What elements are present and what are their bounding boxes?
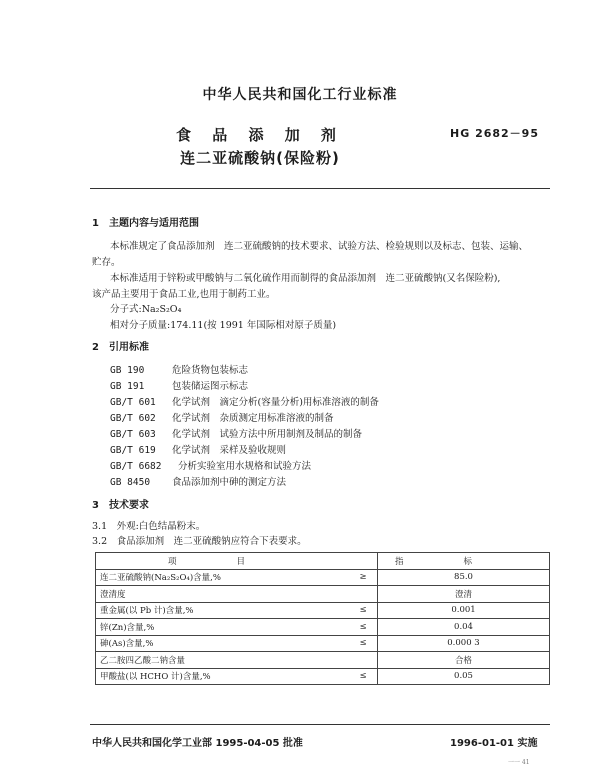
table-cell-item: 连二亚硫酸钠(Na₂S₂O₄)含量,% (96, 569, 350, 586)
reference-code: GB 8450 (110, 477, 151, 488)
formula-value: Na₂S₂O₄ (141, 304, 182, 315)
table-cell-item: 重金属(以 Pb 计)含量,% (96, 602, 350, 619)
reference-title: 包装储运图示标志 (172, 381, 249, 392)
table-row (96, 635, 550, 652)
reference-title: 化学试剂 试验方法中所用制剂及制品的制备 (172, 429, 363, 440)
reference-item (110, 378, 248, 392)
section1-para1-line2: 贮存。 (92, 257, 121, 268)
section1-heading: 1 主题内容与适用范围 (92, 218, 199, 229)
molecular-formula (110, 301, 181, 315)
reference-item (110, 394, 379, 408)
table-row (96, 619, 550, 636)
section3-heading: 3 技术要求 (92, 500, 149, 511)
table-row (96, 652, 550, 669)
table-cell-value: 合格 (378, 652, 550, 669)
section3-item2: 3.2 食品添加剂 连二亚硫酸钠应符合下表要求。 (92, 536, 307, 547)
reference-item (110, 442, 286, 456)
table-cell-symbol (349, 586, 378, 603)
table-cell-value: 0.001 (378, 602, 550, 619)
table-row (96, 602, 550, 619)
section3-item1: 3.1 外观:白色结晶粉末。 (92, 521, 206, 532)
section1-para2-line1: 本标准适用于锌粉或甲酸钠与二氧化硫作用而制得的食品添加剂 连二亚硫酸钠(又名保险粉), (110, 273, 501, 284)
document-title-line2: 连二亚硫酸钠(保险粉) (180, 149, 340, 167)
formula-label: 分子式: (110, 304, 142, 315)
reference-item (110, 458, 311, 472)
table-cell-symbol: ≤ (349, 619, 378, 636)
table-header-spec: 指标 (378, 553, 550, 570)
reference-item (110, 426, 362, 440)
header-divider (90, 188, 550, 189)
table-cell-item: 乙二胺四乙酸二钠含量 (96, 652, 350, 669)
reference-code: GB/T 603 (110, 429, 156, 440)
table-cell-value: 0.05 (378, 668, 550, 685)
document-title-line1: 食 品 添 加 剂 (176, 126, 344, 144)
table-cell-value: 澄清 (378, 586, 550, 603)
table-header-item: 项目 (96, 553, 378, 570)
table-cell-item: 锌(Zn)含量,% (96, 619, 350, 636)
table-cell-item: 砷(As)含量,% (96, 635, 350, 652)
reference-item (110, 410, 334, 424)
molecular-mass: 相对分子质量:174.11(按 1991 年国际相对原子质量) (110, 320, 337, 331)
approval-statement: 中华人民共和国化学工业部 1995-04-05 批准 (92, 738, 303, 749)
section2-heading: 2 引用标准 (92, 342, 149, 353)
table-cell-symbol (349, 652, 378, 669)
table-header-row (96, 553, 550, 570)
table-cell-symbol: ≤ (349, 635, 378, 652)
reference-code: GB/T 601 (110, 397, 156, 408)
reference-code: GB/T 602 (110, 413, 156, 424)
table-cell-item: 澄清度 (96, 586, 350, 603)
table-row (96, 668, 550, 685)
implementation-date: 1996-01-01 实施 (450, 738, 538, 749)
table-cell-symbol: ≤ (349, 668, 378, 685)
table-cell-value: 0.000 3 (378, 635, 550, 652)
reference-item (110, 474, 286, 488)
reference-code: GB 191 (110, 381, 145, 392)
table-row (96, 569, 550, 586)
table-cell-symbol: ≥ (349, 569, 378, 586)
reference-code: GB/T 6682 (110, 461, 162, 472)
specification-table (95, 552, 550, 685)
reference-title: 化学试剂 杂质测定用标准溶液的制备 (172, 413, 334, 424)
section1-para1-line1: 本标准规定了食品添加剂 连二亚硫酸钠的技术要求、试验方法、检验规则以及标志、包装、运输、 (110, 241, 529, 252)
table-cell-value: 85.0 (378, 569, 550, 586)
reference-code: GB 190 (110, 365, 145, 376)
table-cell-item: 甲酸盐(以 HCHO 计)含量,% (96, 668, 350, 685)
footer-divider (90, 724, 550, 725)
table-cell-value: 0.04 (378, 619, 550, 636)
page-mark: 一一 41 (508, 759, 530, 766)
reference-title: 食品添加剂中砷的测定方法 (172, 477, 287, 488)
reference-title: 化学试剂 采样及验收规则 (172, 445, 287, 456)
section1-para2-line2: 该产品主要用于食品工业,也用于制药工业。 (92, 289, 276, 300)
table-row (96, 586, 550, 603)
reference-item (110, 362, 248, 376)
reference-title: 化学试剂 滴定分析(容量分析)用标准溶液的制备 (172, 397, 379, 408)
table-cell-symbol: ≤ (349, 602, 378, 619)
reference-title: 分析实验室用水规格和试验方法 (178, 461, 312, 472)
industry-standard-title: 中华人民共和国化工行业标准 (202, 87, 398, 103)
standard-code: HG 2682－95 (450, 127, 539, 140)
reference-code: GB/T 619 (110, 445, 156, 456)
reference-title: 危险货物包装标志 (172, 365, 249, 376)
